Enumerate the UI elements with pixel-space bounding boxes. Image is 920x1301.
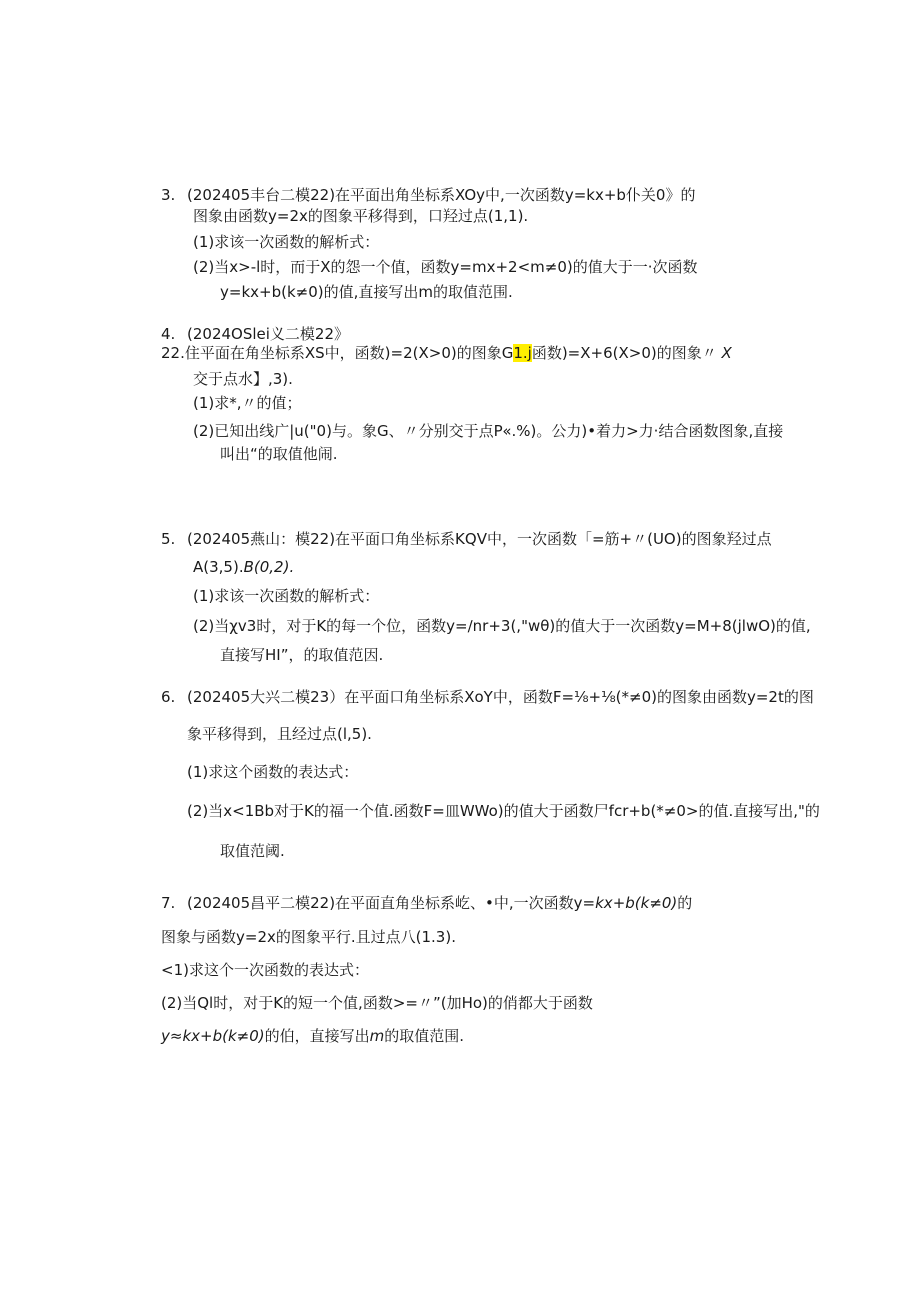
problem-3-number: 3. bbox=[161, 186, 176, 204]
problem-5-line-1: (202405燕山：模22)在平面口角坐标系KQV中，一次函数「=筋+〃(UO)的图象羟过点 bbox=[187, 530, 772, 548]
problem-5-line-3: (1)求该一次函数的解析式： bbox=[193, 587, 380, 605]
problem-6-number: 6. bbox=[161, 688, 176, 706]
problem-4-line-6: 叫出“的取值他闹. bbox=[220, 445, 338, 463]
problem-5-number: 5. bbox=[161, 530, 176, 548]
problem-4-line-3: 交于点水】,3). bbox=[193, 370, 293, 388]
problem-6-line-4: (2)当x<1Bb对于K的福一个值.函数F=皿WWo)的值大于函数尸fcr+b(*≠0>的值.直接写出,"的 bbox=[187, 802, 820, 820]
problem-7-line-5-a: 的伯，直接写出 bbox=[264, 1027, 370, 1045]
problem-7-line-4: (2)当Ql时，对于K的短一个值,函数>=〃”(加Ho)的俏都大于函数 bbox=[161, 994, 593, 1012]
problem-3-line-2: 图象由函数y=2x的图象平移得到，口羟过点(1,1). bbox=[193, 207, 529, 225]
problem-4-line-1: (2024OSlei义二模22》 bbox=[187, 325, 350, 343]
problem-7-line-5-formula: y≈kx+b(k≠0) bbox=[161, 1027, 265, 1045]
problem-5-line-5: 直接写HI”，的取值范因. bbox=[220, 646, 384, 664]
problem-3-line-1: (202405丰台二模22)在平面出角坐标系XOy中,一次函数y=kx+b仆关0》的 bbox=[187, 186, 696, 204]
problem-3-line-5: y=kx+b(k≠0)的值,直接写出m的取值范围. bbox=[220, 283, 513, 301]
problem-4-line-2 bbox=[161, 343, 732, 363]
problem-7-line-1-b: 的 bbox=[677, 894, 693, 912]
problem-5-line-4: (2)当χv3时，对于K的每一个位，函数y=∕nr+3(,"wθ)的值大于一次函数y=M+8(jlwO)的值, bbox=[193, 617, 811, 635]
problem-6-line-3: (1)求这个函数的表达式： bbox=[187, 763, 359, 781]
problem-7-number: 7. bbox=[161, 894, 176, 912]
problem-3-line-3: (1)求该一次函数的解析式： bbox=[193, 233, 380, 251]
problem-6-line-1: (202405大兴二模23）在平面口角坐标系XoY中，函数F=⅛+⅛(*≠0)的图象由函数y=2t的图 bbox=[187, 688, 814, 706]
problem-7-line-3: <1)求这个一次函数的表达式： bbox=[161, 961, 369, 979]
problem-4-line-2-a: 22.住平面在角坐标系XS中，函数)=2(X>0)的图象G bbox=[161, 344, 514, 362]
problem-5-point-b: B(0,2). bbox=[243, 558, 295, 576]
problem-4-line-2-b: 函数)=X+6(X>0)的图象〃 bbox=[531, 344, 717, 362]
problem-4-line-4: (1)求*,〃的值； bbox=[193, 394, 302, 412]
problem-4-line-2-c: X bbox=[721, 344, 732, 362]
problem-6-line-5: 取值范阈. bbox=[220, 842, 285, 860]
problem-7-line-5-b: 的取值范围. bbox=[384, 1027, 465, 1045]
problem-7-line-5-m: m bbox=[369, 1027, 385, 1045]
problem-4-highlight: 1.j bbox=[513, 344, 532, 362]
problem-7-line-2: 图象与函数y=2x的图象平行.且过点八(1.3). bbox=[161, 928, 456, 946]
problem-5-point-a: A(3,5). bbox=[193, 558, 244, 576]
problem-4-line-5: (2)已知出线广|u("0)与。象G、〃分别交于点P«.%)。公力)•着力>力·结合函数图象,直接 bbox=[193, 422, 784, 440]
problem-7-line-1-a: (202405昌平二模22)在平面直角坐标系屹、•中,一次函数y= bbox=[187, 894, 596, 912]
problem-7-line-1 bbox=[187, 893, 692, 913]
problem-3-line-4: (2)当x>-l时，而于X的怨一个值，函数y=mx+2<m≠0)的值大于一·次函数 bbox=[193, 258, 698, 276]
problem-7-line-1-formula: kx+b(k≠0) bbox=[595, 894, 678, 912]
problem-5-line-2 bbox=[193, 557, 294, 577]
problem-4-number: 4. bbox=[161, 325, 176, 343]
problem-7-line-5 bbox=[161, 1026, 464, 1046]
problem-6-line-2: 象平移得到，且经过点(l,5). bbox=[187, 725, 372, 743]
